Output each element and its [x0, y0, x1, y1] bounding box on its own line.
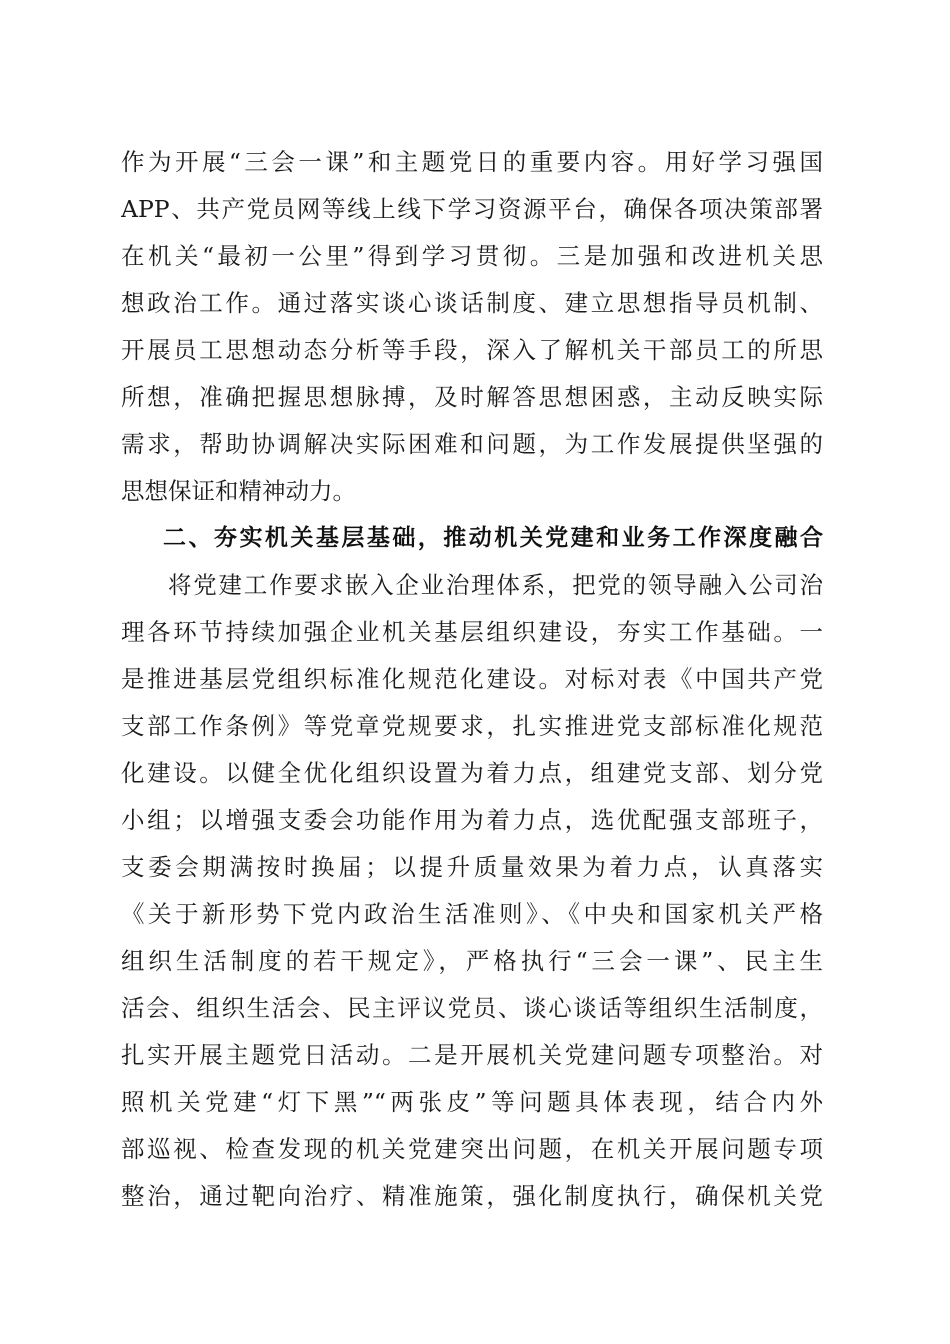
paragraph-1-line-7: 需求，帮助协调解决实际困难和问题，为工作发展提供坚强的: [121, 430, 823, 458]
paragraph-1-line-1: 作为开展“三会一课”和主题党日的重要内容。用好学习强国: [121, 148, 823, 176]
section-heading: 二、夯实机关基层基础，推动机关党建和业务工作深度融合: [163, 525, 823, 551]
paragraph-2-line-2: 理各环节持续加强企业机关基层组织建设，夯实工作基础。一: [121, 618, 823, 646]
paragraph-1-line-6: 所想，准确把握思想脉搏，及时解答思想困惑，主动反映实际: [121, 383, 823, 411]
paragraph-1-line-2: APP、共产党员网等线上线下学习资源平台，确保各项决策部署: [121, 195, 823, 223]
paragraph-2-line-8: 《关于新形势下党内政治生活准则》、《中央和国家机关严格: [121, 900, 823, 928]
paragraph-1-line-5: 开展员工思想动态分析等手段，深入了解机关干部员工的所思: [121, 336, 823, 364]
paragraph-2-line-13: 部巡视、检查发现的机关党建突出问题，在机关开展问题专项: [121, 1135, 823, 1163]
paragraph-2-line-1: 将党建工作要求嵌入企业治理体系，把党的领导融入公司治: [168, 571, 823, 599]
paragraph-2-line-12: 照机关党建“灯下黑”“两张皮”等问题具体表现，结合内外: [121, 1088, 823, 1116]
paragraph-2-line-9: 组织生活制度的若干规定》，严格执行“三会一课”、民主生: [121, 947, 823, 975]
paragraph-1-line-4: 想政治工作。通过落实谈心谈话制度、建立思想指导员机制、: [121, 289, 823, 317]
paragraph-2-line-3: 是推进基层党组织标准化规范化建设。对标对表《中国共产党: [121, 665, 823, 693]
paragraph-1-line-3: 在机关“最初一公里”得到学习贯彻。三是加强和改进机关思: [121, 242, 823, 270]
paragraph-2-line-5: 化建设。以健全优化组织设置为着力点，组建党支部、划分党: [121, 759, 823, 787]
paragraph-2-line-14: 整治，通过靶向治疗、精准施策，强化制度执行，确保机关党: [121, 1182, 823, 1210]
paragraph-2-line-4: 支部工作条例》等党章党规要求，扎实推进党支部标准化规范: [121, 712, 823, 740]
paragraph-2-line-7: 支委会期满按时换届；以提升质量效果为着力点，认真落实: [121, 853, 823, 881]
paragraph-1-line-8: 思想保证和精神动力。: [121, 477, 356, 505]
paragraph-2-line-6: 小组；以增强支委会功能作用为着力点，选优配强支部班子，: [121, 806, 823, 834]
paragraph-2-line-11: 扎实开展主题党日活动。二是开展机关党建问题专项整治。对: [121, 1041, 823, 1069]
paragraph-2-line-10: 活会、组织生活会、民主评议党员、谈心谈话等组织生活制度，: [121, 994, 823, 1022]
